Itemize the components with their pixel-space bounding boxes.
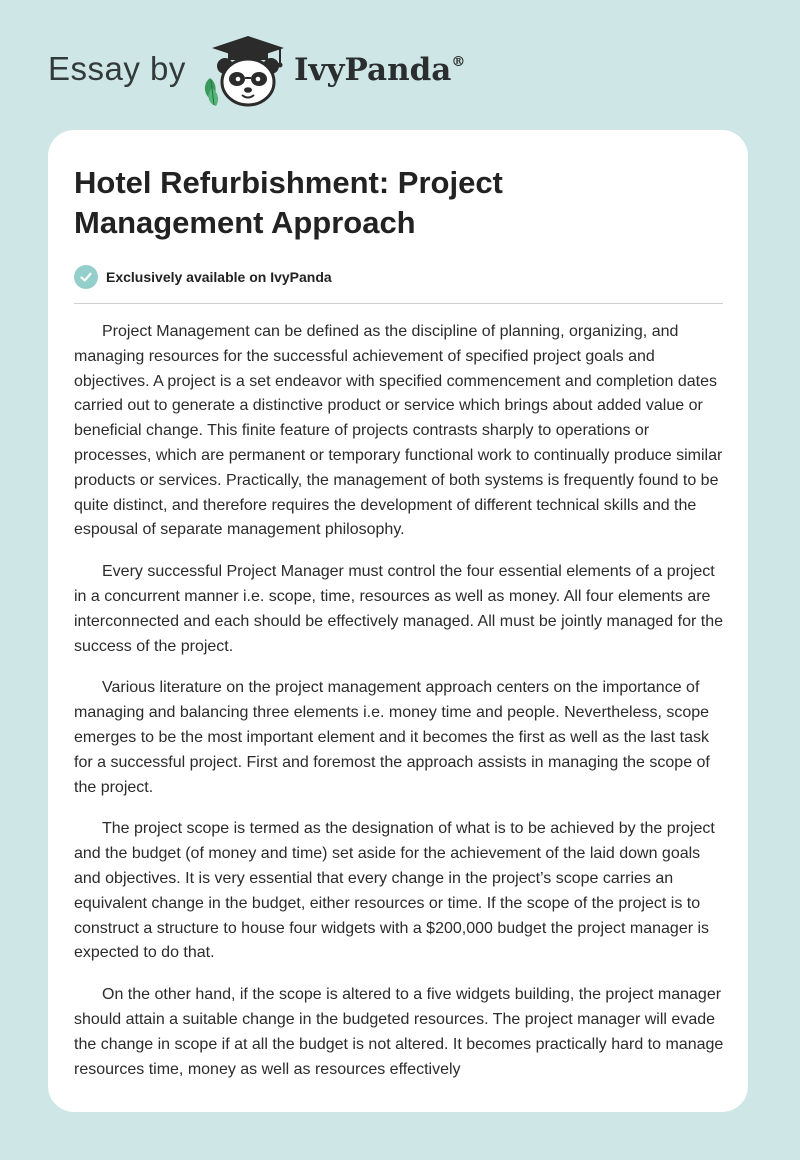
paragraph: Every successful Project Manager must control the four essential elements of a project in a concurrent manner i.e. scope, time, resources as well as money. All four elements are interconnected and each should be effectively managed. All must be jointly managed for the success of the project. <box>74 563 724 655</box>
paragraph: On the other hand, if the scope is altered to a five widgets building, the project manager should attain a suitable change in the budgeted resources. The project manager will evade the change in scope if at all the budget is not altered. It becomes practically hard to manage resources time, money as well as resources effectively <box>74 986 724 1078</box>
site-header <box>0 0 800 130</box>
paragraph: The project scope is termed as the designation of what is to be achieved by the project and the budget (of money and time) set aside for the achievement of the laid down goals and objectives. It is very essential that every change in the project’s scope carries an equivalent change in the budget, either resources or time. If the scope of the project is to construct a structure to house four widgets with a $200,000 budget the project manager is expected to do that. <box>74 820 715 962</box>
essay-by-label: Essay by <box>48 50 186 87</box>
exclusive-badge <box>74 264 332 290</box>
ivy-leaf-icon <box>205 78 218 106</box>
brand-name[interactable]: IvyPanda® <box>294 52 466 88</box>
panda-logo-icon[interactable] <box>200 30 290 110</box>
essay-body <box>74 320 724 1099</box>
essay-card <box>48 130 748 1112</box>
registered-mark: ® <box>451 54 466 70</box>
essay-title: Hotel Refurbishment: Project Management Approach <box>74 165 503 240</box>
paragraph: Various literature on the project management approach centers on the importance of managing and balancing three elements i.e. money time and people. Nevertheless, scope emerges to be the most important element and it becomes the first as well as the last task for a successful project. First and foremost the approach assists in managing the scope of the project. <box>74 679 710 796</box>
check-circle-icon <box>74 265 98 289</box>
exclusive-label: Exclusively available on IvyPanda <box>106 269 332 285</box>
divider <box>74 303 723 304</box>
paragraph: Project Management can be defined as the discipline of planning, organizing, and managing resources for the successful achievement of specified project goals and objectives. A project is a set endeavor with specified commencement and completion dates carried out to generate a distinctive product or service which brings about added value or beneficial change. This finite feature of projects contrasts sharply to operations or processes, which are permanent or temporary functional work to continually produce similar products or services. Practically, the management of both systems is frequently found to be quite distinct, and therefore requires the development of different technical skills and the espousal of separate management philosophy. <box>74 323 723 539</box>
